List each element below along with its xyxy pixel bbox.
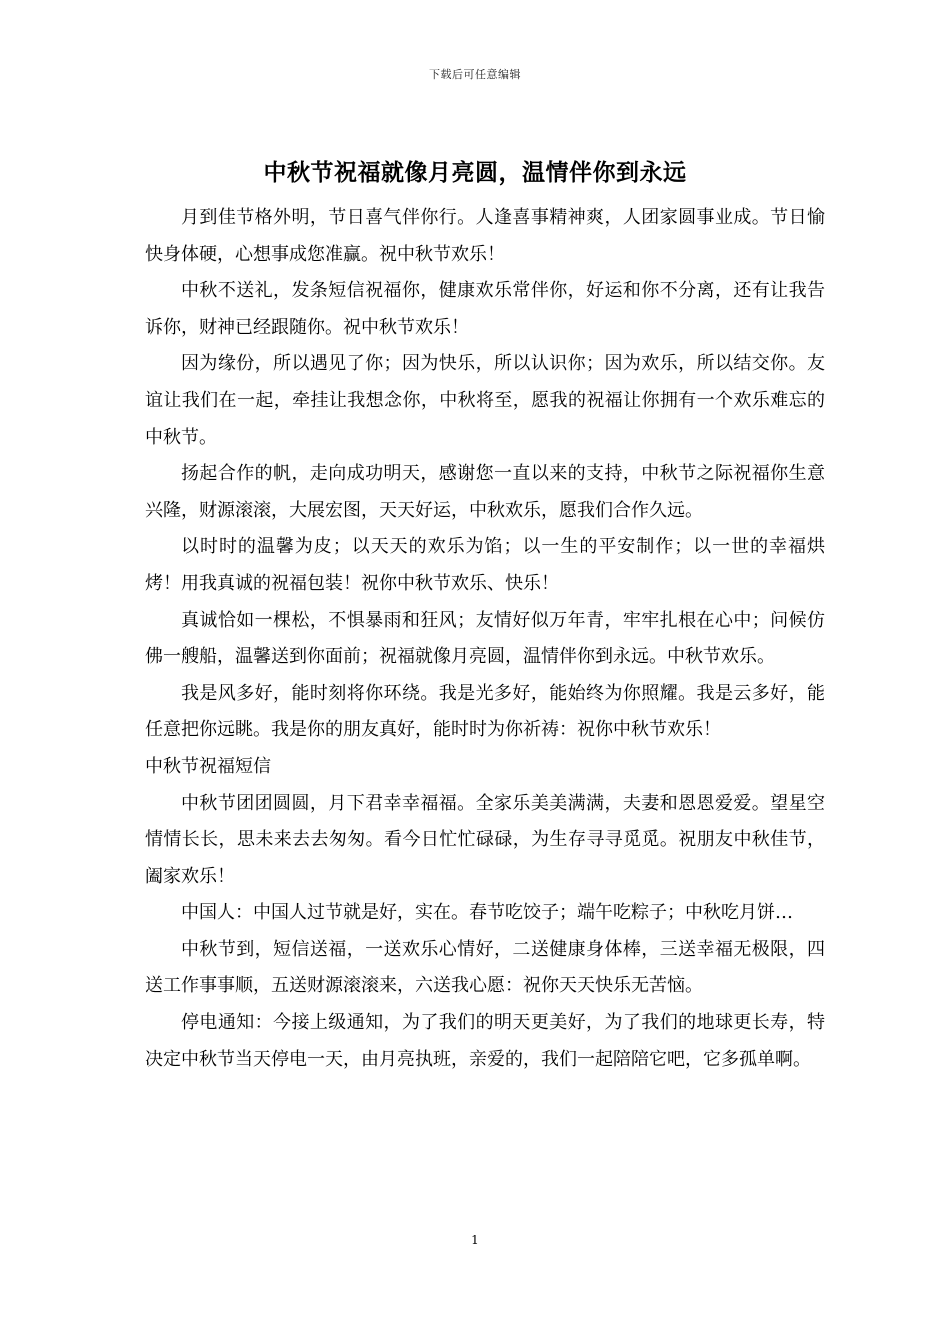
paragraph: 中秋节到，短信送福，一送欢乐心情好，二送健康身体棒，三送幸福无极限，四送工作事事顺，五送财源滚滚来，六送我心愿：祝你天天快乐无苦恼。 [145,938,825,997]
paragraph: 中国人：中国人过节就是好，实在。春节吃饺子；端午吃粽子；中秋吃月饼… [181,902,793,924]
paragraph: 中秋节团团圆圆，月下君幸幸福福。全家乐美美满满，夫妻和恩恩爱爱。望星空情情长长，思未来去去匆匆。看今日忙忙碌碌，为生存寻寻觅觅。祝朋友中秋佳节，阖家欢乐！ [145,792,825,887]
page-number: 1 [471,1233,479,1247]
paragraph: 扬起合作的帆，走向成功明天，感谢您一直以来的支持，中秋节之际祝福你生意兴隆，财源滚滚，大展宏图，天天好运，中秋欢乐，愿我们合作久远。 [145,463,825,521]
page-header-note: 下载后可任意编辑 [429,68,521,81]
document-body [145,200,825,1078]
paragraph: 月到佳节格外明，节日喜气伴你行。人逢喜事精神爽，人团家圆事业成。节日愉快身体硬，心想事成您准赢。祝中秋节欢乐！ [145,207,825,265]
paragraph: 停电通知：今接上级通知，为了我们的明天更美好，为了我们的地球更长寿，特决定中秋节当天停电一天，由月亮执班，亲爱的，我们一起陪陪它吧，它多孤单啊。 [145,1012,825,1070]
paragraph: 真诚恰如一棵松，不惧暴雨和狂风；友情好似万年青，牢牢扎根在心中；问候仿佛一艘船，温馨送到你面前；祝福就像月亮圆，温情伴你到永远。中秋节欢乐。 [145,609,825,668]
paragraph: 我是风多好，能时刻将你环绕。我是光多好，能始终为你照耀。我是云多好，能任意把你远眺。我是你的朋友真好，能时时为你祈祷：祝你中秋节欢乐！ [145,682,825,741]
paragraph: 以时时的温馨为皮；以天天的欢乐为馅；以一生的平安制作；以一世的幸福烘烤！用我真诚的祝福包装！祝你中秋节欢乐、快乐！ [145,536,825,594]
paragraph: 中秋不送礼，发条短信祝福你，健康欢乐常伴你，好运和你不分离，还有让我告诉你，财神已经跟随你。祝中秋节欢乐！ [145,280,825,338]
section-heading: 中秋节祝福短信 [145,755,271,777]
document-title: 中秋节祝福就像月亮圆，温情伴你到永远 [263,159,687,186]
paragraph: 因为缘份，所以遇见了你；因为快乐，所以认识你；因为欢乐，所以结交你。友谊让我们在一起，牵挂让我想念你，中秋将至，愿我的祝福让你拥有一个欢乐难忘的中秋节。 [145,353,825,448]
